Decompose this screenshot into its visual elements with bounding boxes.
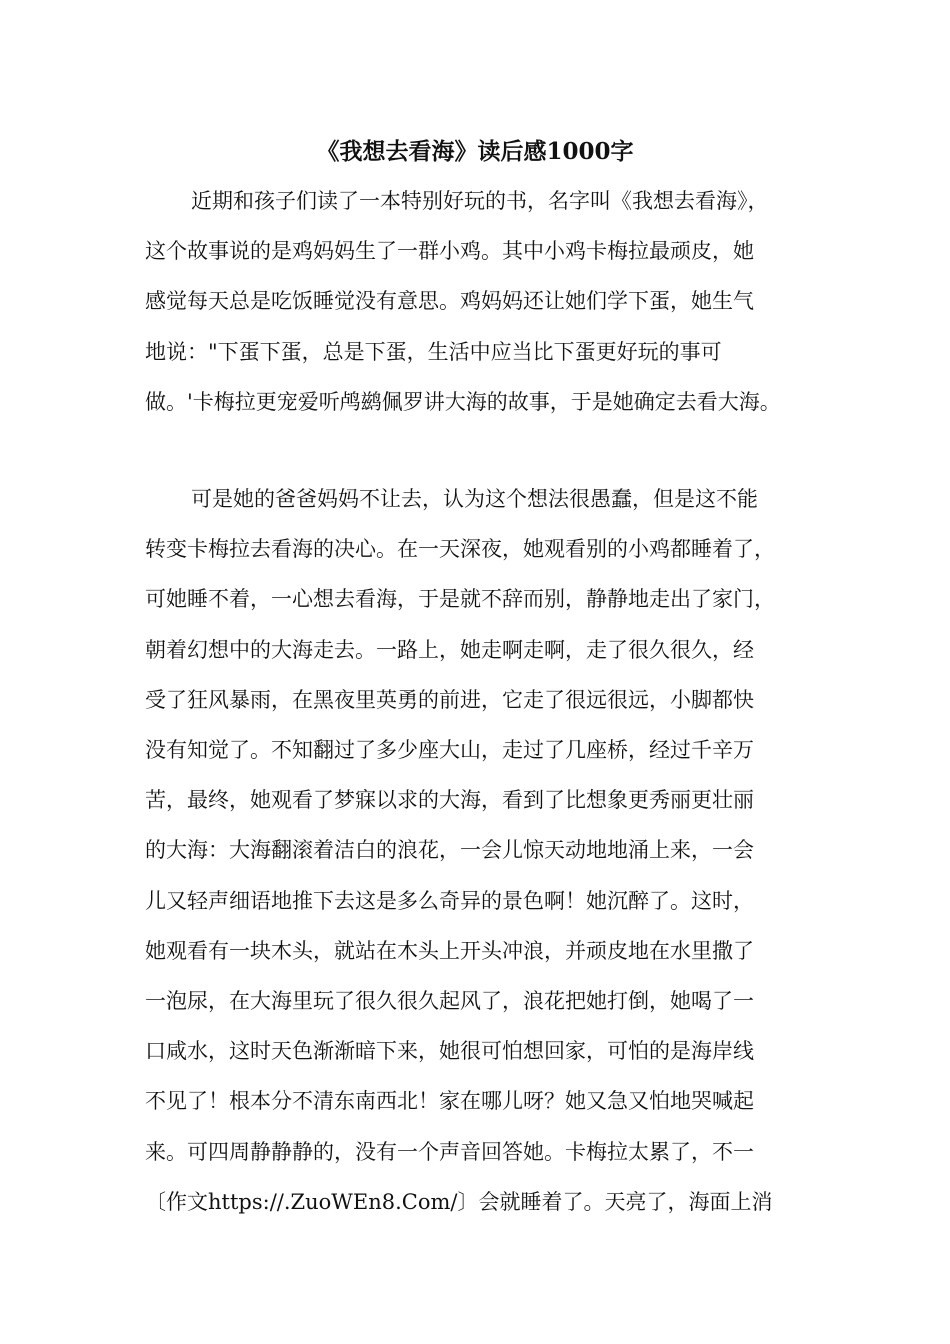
paragraph-line: 不见了！根本分不清东南西北！家在哪儿呀？她又急又怕地哭喊起	[145, 1089, 754, 1114]
paragraph-line: 儿又轻声细语地推下去这是多么奇异的景色啊！她沉醉了。这时，	[145, 888, 754, 913]
paragraph-line: 〔作文https://.ZuoWEn8.Com/〕会就睡着了。天亮了，海面上消	[145, 1189, 773, 1214]
paragraph-line: 可是她的爸爸妈妈不让去，认为这个想法很愚蠢，但是这不能	[191, 487, 758, 511]
paragraph-line: 口咸水，这时天色渐渐暗下来，她很可怕想回家，可怕的是海岸线	[145, 1039, 754, 1064]
paragraph-line: 的大海：大海翻滚着洁白的浪花，一会儿惊天动地地涌上来，一会	[145, 838, 754, 863]
paragraph-line: 一泡尿，在大海里玩了很久很久起风了，浪花把她打倒，她喝了一	[145, 989, 754, 1014]
paragraph-line: 近期和孩子们读了一本特别好玩的书，名字叫《我想去看海》，	[191, 189, 769, 213]
paragraph-line: 她观看有一块木头，就站在木头上开头冲浪，并顽皮地在水里撒了	[145, 938, 754, 963]
paragraph-line: 没有知觉了。不知翻过了多少座大山，走过了几座桥，经过千辛万	[145, 738, 754, 763]
page-title: 《我想去看海》读后感1000字	[316, 138, 634, 165]
paragraph-line: 地说："下蛋下蛋，总是下蛋，生活中应当比下蛋更好玩的事可	[145, 339, 722, 364]
paragraph-line: 感觉每天总是吃饭睡觉没有意思。鸡妈妈还让她们学下蛋，她生气	[145, 289, 754, 314]
paragraph-line: 朝着幻想中的大海走去。一路上，她走啊走啊，走了很久很久，经	[145, 637, 754, 662]
paragraph-1	[145, 176, 815, 427]
paragraph-2	[145, 474, 815, 1227]
paragraph-line: 来。可四周静静静的，没有一个声音回答她。卡梅拉太累了，不一	[145, 1139, 754, 1164]
paragraph-line: 可她睡不着，一心想去看海，于是就不辞而别，静静地走出了家门，	[145, 587, 775, 612]
paragraph-line: 转变卡梅拉去看海的决心。在一天深夜，她观看别的小鸡都睡着了，	[145, 537, 775, 562]
paragraph-line: 苦，最终，她观看了梦寐以求的大海，看到了比想象更秀丽更壮丽	[145, 788, 754, 813]
paragraph-line: 受了狂风暴雨，在黑夜里英勇的前进，它走了很远很远，小脚都快	[145, 687, 754, 712]
paragraph-line: 做。'卡梅拉更宠爱听鸬鹚佩罗讲大海的故事，于是她确定去看大海。	[145, 389, 781, 414]
paragraph-line: 这个故事说的是鸡妈妈生了一群小鸡。其中小鸡卡梅拉最顽皮，她	[145, 239, 754, 264]
